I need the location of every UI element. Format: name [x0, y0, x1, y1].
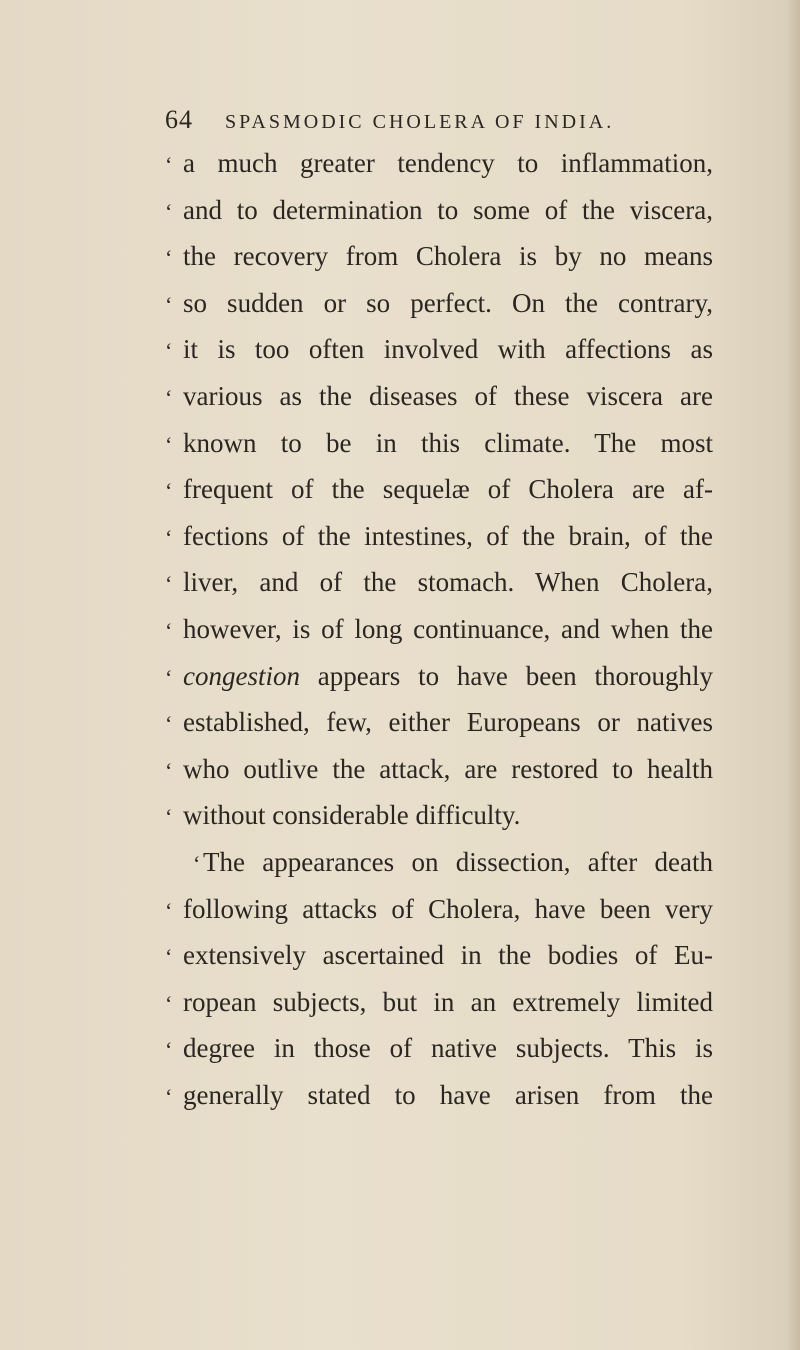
- line-text: frequent of the sequelæ of Cholera are af-: [183, 474, 713, 505]
- text-line: [165, 1033, 713, 1080]
- line-text: extensively ascertained in the bodies of Eu-: [183, 940, 713, 971]
- line-text: following attacks of Cholera, have been very: [183, 893, 713, 924]
- text-line: [165, 800, 713, 847]
- quote-mark: ‘: [165, 1083, 173, 1109]
- text-line: [165, 148, 713, 195]
- text-line: [165, 1080, 713, 1127]
- text-line: [165, 381, 713, 428]
- text-line: [165, 754, 713, 801]
- italic-term: congestion: [183, 660, 300, 691]
- text-line: [165, 940, 713, 987]
- line-text: it is too often involved with affections as: [183, 334, 713, 365]
- text-line: [165, 847, 713, 894]
- text-line: [165, 241, 713, 288]
- line-text: however, is of long continuance, and when the: [183, 613, 713, 644]
- line-text: and to determination to some of the viscera,: [183, 194, 713, 225]
- text-line: [165, 195, 713, 242]
- quote-mark: ‘: [165, 291, 173, 317]
- running-head: [165, 105, 705, 141]
- text-line: [165, 334, 713, 381]
- quote-mark: ‘: [165, 152, 173, 177]
- line-text: so sudden or so perfect. On the contrary,: [183, 287, 713, 318]
- quote-mark: ‘: [165, 338, 173, 364]
- line-text: the recovery from Cholera is by no means: [183, 241, 713, 272]
- page-edge-shadow: [786, 0, 800, 1350]
- quote-mark: ‘: [165, 757, 173, 783]
- line-text: known to be in this climate. The most: [183, 427, 713, 458]
- text-line: [165, 707, 713, 754]
- text-line: [165, 521, 713, 568]
- quote-mark: ‘: [165, 990, 173, 1016]
- line-text: fections of the intestines, of the brain, of the: [183, 520, 713, 551]
- line-text-rest: appears to have been thoroughly: [299, 660, 713, 691]
- text-line: [165, 288, 713, 335]
- quote-mark: ‘: [165, 571, 173, 597]
- quote-mark: ‘: [165, 804, 173, 830]
- text-line: [165, 661, 713, 708]
- line-text: The appearances on dissection, after death: [203, 846, 713, 877]
- page-number: 64: [165, 105, 193, 134]
- quote-mark: ‘: [165, 431, 173, 457]
- line-text: liver, and of the stomach. When Cholera,: [183, 567, 713, 598]
- line-text: a much greater tendency to inflammation,: [183, 148, 713, 178]
- line-text: [183, 661, 713, 692]
- text-line: [165, 987, 713, 1034]
- quote-mark: ‘: [165, 617, 173, 643]
- quote-mark: ‘: [165, 198, 173, 224]
- quote-mark: ‘: [165, 944, 173, 970]
- line-text: established, few, either Europeans or natives: [183, 707, 713, 738]
- text-line: [165, 567, 713, 614]
- text-line: [165, 894, 713, 941]
- quote-mark: ‘: [165, 384, 173, 410]
- line-text: generally stated to have arisen from the: [183, 1079, 713, 1110]
- quote-mark: ‘: [165, 897, 173, 923]
- quote-mark: ‘: [165, 478, 173, 504]
- quote-mark: ‘: [193, 850, 201, 876]
- quote-mark: ‘: [165, 524, 173, 550]
- quote-mark: ‘: [165, 664, 173, 690]
- line-text: who outlive the attack, are restored to health: [183, 753, 713, 784]
- line-text: ropean subjects, but in an extremely limited: [183, 986, 713, 1017]
- line-text: degree in those of native subjects. This is: [183, 1033, 713, 1064]
- body-text: [165, 148, 713, 1126]
- quote-mark: ‘: [165, 711, 173, 737]
- running-title: SPASMODIC CHOLERA OF INDIA.: [225, 111, 615, 133]
- line-text: various as the diseases of these viscera are: [183, 380, 713, 411]
- text-line: [165, 474, 713, 521]
- line-text: without considerable difficulty.: [183, 800, 521, 831]
- text-line: [165, 428, 713, 475]
- quote-mark: ‘: [165, 245, 173, 271]
- text-line: [165, 614, 713, 661]
- quote-mark: ‘: [165, 1037, 173, 1063]
